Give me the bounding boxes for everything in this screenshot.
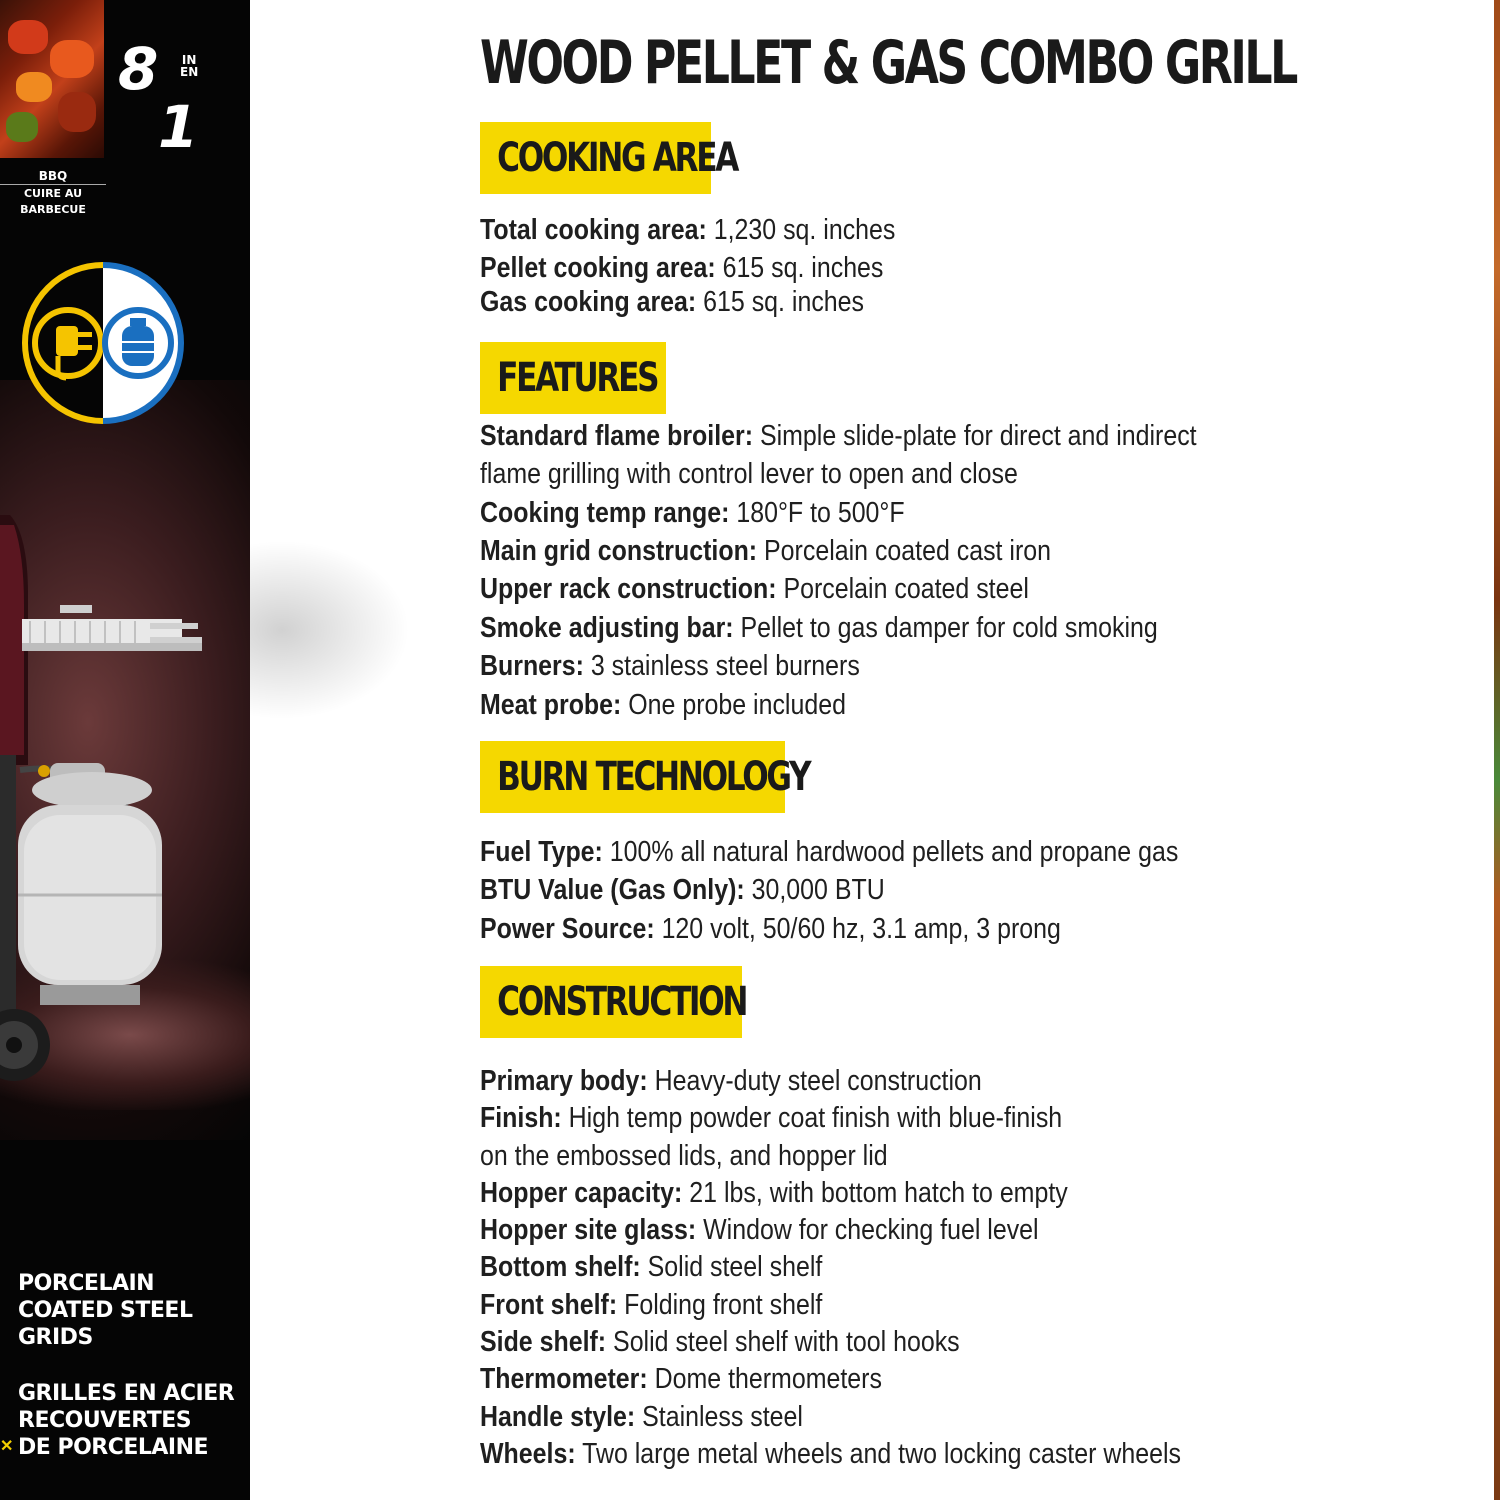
section-heading-label: COOKING AREA <box>497 135 738 181</box>
spec-row-meat-probe: Meat probe: One probe included <box>480 689 846 721</box>
spec-row-gas-cooking-area: Gas cooking area: 615 sq. inches <box>480 286 865 318</box>
feature-callout-en: PORCELAIN COATED STEEL GRIDS <box>18 1271 193 1350</box>
spec-row-finish: Finish: High temp powder coat finish with blue-finish <box>480 1102 1063 1134</box>
bullet-mark-icon: ✕ <box>0 1438 14 1455</box>
spec-row-btu-value: BTU Value (Gas Only): 30,000 BTU <box>480 874 885 906</box>
section-heading-label: FEATURES <box>497 355 658 401</box>
spec-row-standard-flame-broiler: Standard flame broiler: Simple slide-plate for direct and indirect <box>480 420 1197 452</box>
background-shadow <box>250 540 410 720</box>
spec-row-upper-rack-construction: Upper rack construction: Porcelain coated steel <box>480 573 1029 605</box>
bbq-label-fr: CUIRE AU BARBECUE <box>0 184 106 218</box>
badge-number-left: 8 <box>118 35 157 103</box>
bbq-food-photo <box>0 0 104 158</box>
spec-row-continuation: flame grilling with control lever to open and close <box>480 458 1018 490</box>
section-heading-burn-technology <box>480 741 810 813</box>
eight-in-one-badge <box>118 35 250 161</box>
section-heading-label: BURN TECHNOLOGY <box>497 754 810 800</box>
feature-callout-fr: GRILLES EN ACIER RECOUVERTES DE PORCELAINE <box>18 1381 235 1460</box>
bbq-label-en: BBQ <box>38 169 68 183</box>
spec-row-hopper-site-glass: Hopper site glass: Window for checking fuel level <box>480 1214 1039 1246</box>
product-sidebar <box>0 0 250 1500</box>
badge-number-right: 1 <box>158 93 197 161</box>
spec-row-handle-style: Handle style: Stainless steel <box>480 1401 803 1433</box>
spec-row-thermometer: Thermometer: Dome thermometers <box>480 1363 882 1395</box>
spec-row-burners: Burners: 3 stainless steel burners <box>480 650 860 682</box>
dual-fuel-icon <box>18 258 188 428</box>
spec-row-pellet-cooking-area: Pellet cooking area: 615 sq. inches <box>480 252 884 284</box>
right-edge-photo-strip <box>1494 0 1500 1500</box>
spec-row-continuation: on the embossed lids, and hopper lid <box>480 1140 888 1172</box>
badge-in-en: IN EN <box>180 53 199 79</box>
spec-row-front-shelf: Front shelf: Folding front shelf <box>480 1289 823 1321</box>
grill-product-image <box>0 515 250 1095</box>
section-heading-features <box>480 342 666 414</box>
spec-row-primary-body: Primary body: Heavy-duty steel construction <box>480 1065 982 1097</box>
spec-row-hopper-capacity: Hopper capacity: 21 lbs, with bottom hatch to empty <box>480 1177 1068 1209</box>
bbq-label <box>0 168 106 218</box>
section-heading-cooking-area <box>480 122 738 194</box>
section-heading-construction <box>480 966 747 1038</box>
spec-row-fuel-type: Fuel Type: 100% all natural hardwood pellets and propane gas <box>480 836 1179 868</box>
spec-row-cooking-temp-range: Cooking temp range: 180°F to 500°F <box>480 497 905 529</box>
spec-row-smoke-adjusting-bar: Smoke adjusting bar: Pellet to gas damper for cold smoking <box>480 612 1158 644</box>
spec-row-wheels: Wheels: Two large metal wheels and two locking caster wheels <box>480 1438 1181 1470</box>
page-title: WOOD PELLET & GAS COMBO GRILL <box>480 28 1296 98</box>
spec-row-power-source: Power Source: 120 volt, 50/60 hz, 3.1 amp, 3 prong <box>480 913 1061 945</box>
spec-row-total-cooking-area: Total cooking area: 1,230 sq. inches <box>480 214 896 246</box>
section-heading-label: CONSTRUCTION <box>497 979 747 1025</box>
spec-row-bottom-shelf: Bottom shelf: Solid steel shelf <box>480 1251 823 1283</box>
spec-row-main-grid-construction: Main grid construction: Porcelain coated cast iron <box>480 535 1052 567</box>
spec-row-side-shelf: Side shelf: Solid steel shelf with tool hooks <box>480 1326 960 1358</box>
